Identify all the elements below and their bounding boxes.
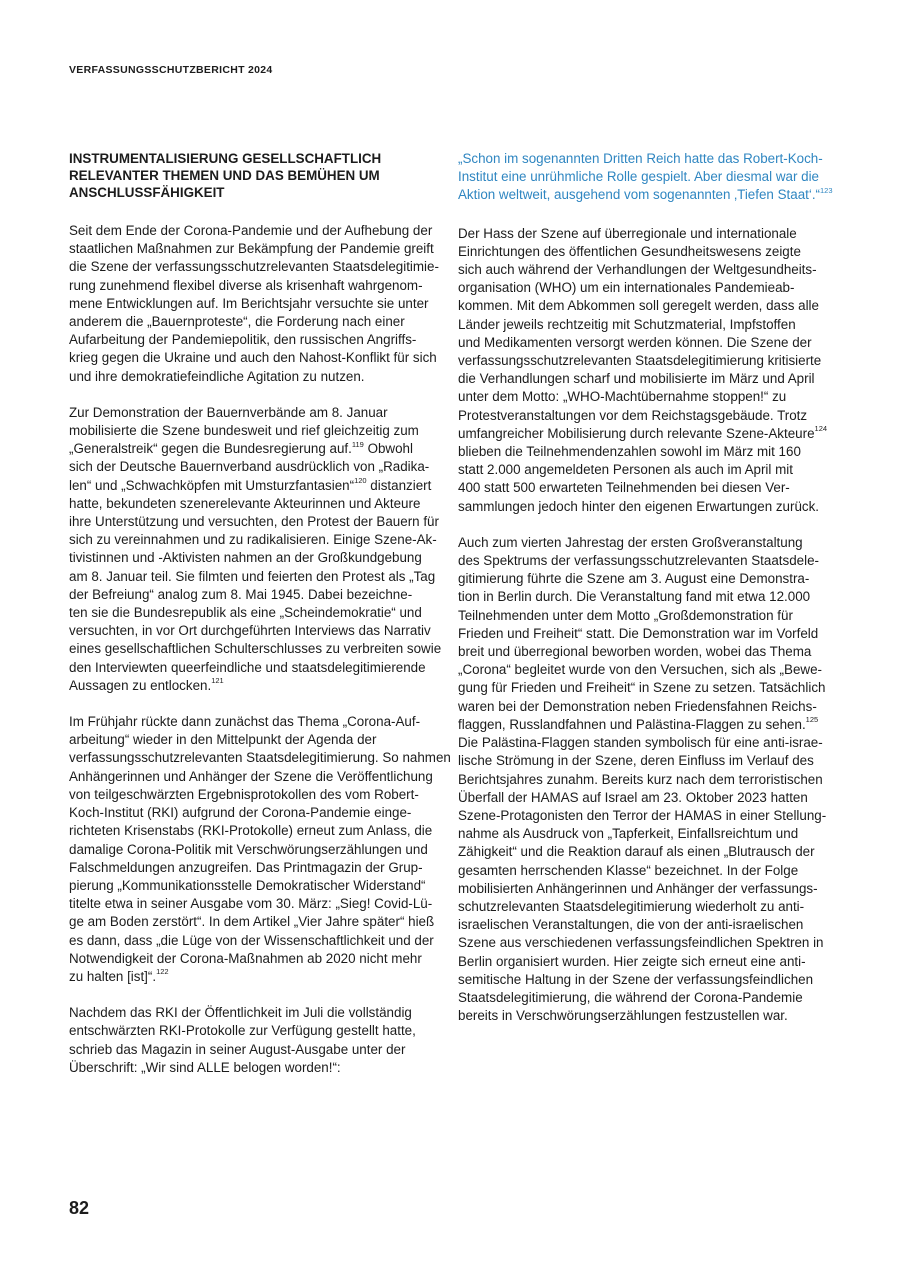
footnote-ref[interactable]: 123 [820, 185, 833, 195]
text-line: Nachdem das RKI der Öffentlichkeit im Juli die vollständig [69, 1005, 412, 1021]
text-line: den Interviewten queerfeindliche und staatsdelegitimierende [69, 659, 426, 675]
text-line: waren bei der Demonstration neben Friedensfahnen Reichs- [458, 698, 817, 714]
text-line: Frieden und Freiheit“ statt. Die Demonstration war im Vorfeld [458, 625, 819, 641]
text-line: lische Strömung in der Szene, deren Einfluss im Verlauf des [458, 753, 814, 769]
text-line: Koch-Institut (RKI) aufgrund der Corona-Pandemie einge- [69, 805, 412, 821]
text-line: gung für Frieden und Freiheit“ in Szene zu setzen. Tatsächlich [458, 680, 826, 696]
text-line: nahme als Ausdruck von „Tapferkeit, Einfallsreichtum und [458, 826, 799, 842]
text-line: entschwärzten RKI-Protokolle zur Verfügung gestellt hatte, [69, 1023, 416, 1039]
text-line: sammlungen jedoch hinter den eigenen Erwartungen zurück. [458, 498, 820, 514]
footnote-ref[interactable]: 120 [354, 476, 367, 486]
text-line: arbeitung“ wieder in den Mittelpunkt der Agenda der [69, 732, 377, 748]
text-line: die Verhandlungen scharf und mobilisierte im März und April [458, 371, 815, 387]
text-line: Notwendigkeit der Corona-Maßnahmen ab 2020 nicht mehr [69, 950, 422, 966]
text-line: mobilisierten Anhängerinnen und Anhänger der verfassungs- [458, 880, 818, 896]
text-line: Szene-Protagonisten den Terror der HAMAS in einer Stellung- [458, 807, 827, 823]
page-number: 82 [69, 1198, 90, 1218]
text-line: Zur Demonstration der Bauernverbände am 8. Januar [69, 404, 388, 420]
text-line [69, 677, 439, 695]
text-line: 400 statt 500 erwarteten Teilnehmenden bei diesen Ver- [458, 480, 790, 496]
text-line: israelischen Veranstaltungen, die von der anti-israelischen [458, 917, 804, 933]
text-line: sich der Deutsche Bauernverband ausdrücklich von „Radika- [69, 459, 430, 475]
text-line: statt 2.000 angemeldeten Personen als auch im April mit [458, 462, 793, 478]
text-line: und Medikamenten versorgt werden können. Die Szene der [458, 334, 812, 350]
text-line: schutzrelevanten Staatsdelegitimierung wiederholt zu anti- [458, 898, 805, 914]
text-line: Staatsdelegitimierung, die während der Corona-Pandemie [458, 989, 803, 1005]
text-line: Berlin organisiert wurden. Hier zeigte sich erneut eine anti- [458, 953, 806, 969]
line-text: Aktion weltweit, ausgehend vom sogenannten ‚Tiefen Staat‘.“ [458, 187, 821, 203]
text-line: ihre Unterstützung und versuchten, den Protest der Bauern für [69, 514, 439, 530]
text-line: titelte etwa in seiner Ausgabe vom 30. März: „Sieg! Covid-Lü- [69, 896, 433, 912]
text-line: Auch zum vierten Jahrestag der ersten Großveranstaltung [458, 534, 803, 550]
footnote-ref[interactable]: 124 [814, 424, 828, 434]
section-title [69, 150, 439, 201]
line-text: umfangreicher Mobilisierung durch relevante Szene-Akteure [458, 425, 815, 441]
text-line: Der Hass der Szene auf überregionale und internationale [458, 225, 797, 241]
footnote-ref[interactable]: 122 [156, 967, 169, 977]
text-line: Berichtsjahres zunahm. Bereits kurz nach dem terroristischen [458, 771, 823, 787]
right-column [458, 150, 833, 1043]
text-line: gesamten herrschenden Klasse“ bezeichnet. In der Folge [458, 862, 799, 878]
text-line: gitimierung führte die Szene am 3. August eine Demonstra- [458, 571, 810, 587]
footnote-ref[interactable]: 125 [805, 715, 819, 725]
text-line: sich zu vereinnahmen und zu radikalisieren. Einige Szene-Ak- [69, 532, 437, 548]
line-text: distanziert [366, 477, 432, 493]
text-line: tion in Berlin durch. Die Veranstaltung fand mit etwa 12.000 [458, 589, 811, 605]
footnote-ref[interactable]: 121 [211, 676, 224, 686]
paragraph-corona-aufarbeitung [69, 713, 451, 986]
text-line: semitische Haltung in der Szene der verfassungsfeindlichen [458, 971, 814, 987]
text-line: mobilisierte die Szene bundesweit und rief gleichzeitig zum [69, 423, 419, 439]
text-line: verfassungsschutzrelevanten Staatsdelegitimierung. So nahmen [69, 750, 451, 766]
text-line: Seit dem Ende der Corona-Pandemie und der Aufhebung der [69, 223, 433, 238]
line-text: flaggen, Russlandfahnen und Palästina-Flaggen zu sehen. [458, 716, 806, 732]
running-header: VERFASSUNGSSCHUTZBERICHT 2024 [69, 64, 273, 76]
text-line: blieben die Teilnehmendenzahlen sowohl im März mit 160 [458, 444, 801, 460]
text-line: des Spektrums der verfassungsschutzrelevanten Staatsdele- [458, 553, 819, 569]
text-line: ge am Boden zerstört“. In dem Artikel „Vier Jahre später“ hieß [69, 914, 435, 930]
text-line: Aufarbeitung der Pandemiepolitik, den russischen Angriffs- [69, 332, 417, 348]
quote-line [458, 186, 833, 204]
text-line: tivistinnen und -Aktivisten nahmen an der Großkundgebung [69, 550, 422, 566]
line-text: Obwohl [363, 441, 413, 457]
section-title-line: RELEVANTER THEMEN UND DAS BEMÜHEN UM [69, 168, 380, 183]
text-line: Falschmeldungen anzugreifen. Das Printmagazin der Grup- [69, 859, 423, 875]
text-line: sich auch während der Verhandlungen der Weltgesundheits- [458, 262, 817, 278]
line-text: Aussagen zu entlocken. [69, 677, 212, 693]
text-line: unter dem Motto: „WHO-Machtübernahme stoppen!“ zu [458, 389, 787, 405]
line-text: „Generalstreik“ gegen die Bundesregierung auf. [69, 441, 352, 457]
left-column [69, 150, 451, 1095]
text-line: Überschrift: „Wir sind ALLE belogen worden!“: [69, 1059, 341, 1075]
paragraph-rki-protokolle [69, 1004, 439, 1077]
footnote-ref[interactable]: 119 [351, 439, 364, 449]
text-line: Die Palästina-Flaggen standen symbolisch für eine anti-israe- [458, 735, 823, 751]
text-line: staatlichen Maßnahmen zur Bekämpfung der Pandemie greift [69, 241, 434, 257]
text-line: Im Frühjahr rückte dann zunächst das Thema „Corona-Auf- [69, 714, 421, 730]
section-title-line: INSTRUMENTALISIERUNG GESELLSCHAFTLICH [69, 151, 382, 166]
text-line: Protestveranstaltungen vor dem Reichstagsgebäude. Trotz [458, 407, 808, 423]
text-line: ten sie die Bundesrepublik als eine „Scheindemokratie“ und [69, 605, 422, 621]
text-line: hatte, bekundeten szenerelevante Akteurinnen und Akteure [69, 495, 421, 511]
text-line: bereits in Verschwörungserzählungen festzustellen war. [458, 1008, 788, 1024]
text-line: anderem die „Bauernproteste“, die Forderung nach einer [69, 314, 405, 330]
text-line: damalige Corona-Politik mit Verschwörungserzählungen und [69, 841, 428, 857]
text-line: von teilgeschwärzten Ergebnisprotokollen des vom Robert- [69, 786, 419, 802]
text-line: schrieb das Magazin in seiner August-Ausgabe unter der [69, 1041, 406, 1057]
text-line: die Szene der verfassungsschutzrelevanten Staatsdelegitimie- [69, 259, 439, 275]
section-title-line: ANSCHLUSSFÄHIGKEIT [69, 185, 225, 200]
text-line: am 8. Januar teil. Sie filmten und feierten den Protest als „Tag [69, 568, 436, 584]
text-line: der Befreiung“ analog zum 8. Mai 1945. Dabei bezeichne- [69, 586, 413, 602]
quote-line: Institut eine unrühmliche Rolle gespielt. Aber diesmal war die [458, 169, 819, 185]
text-line: mene Entwicklungen auf. Im Berichtsjahr versuchte sie unter [69, 295, 429, 311]
text-line: Zähigkeit“ und die Reaktion darauf als einen „Blutrausch der [458, 844, 815, 860]
line-text: len“ und „Schwachköpfen mit Umsturzfantasien“ [69, 477, 355, 493]
text-line: Überfall der HAMAS auf Israel am 23. Oktober 2023 hatten [458, 789, 808, 805]
text-line: eines gesellschaftlichen Schulterschlusses zu verbreiten sowie [69, 641, 442, 657]
text-line: und ihre demokratiefeindliche Agitation zu nutzen. [69, 368, 365, 384]
text-line: verfassungsschutzrelevanten Staatsdelegitimierung kritisierte [458, 353, 822, 369]
text-line: Teilnehmenden unter dem Motto „Großdemonstration für [458, 607, 793, 623]
text-line: Anhängerinnen und Anhänger der Szene die Veröffentlichung [69, 768, 433, 784]
text-line: Länder jeweils rechtzeitig mit Schutzmaterial, Impfstoffen [458, 316, 796, 332]
text-line: Szene aus verschiedenen verfassungsfeindlichen Spektren in [458, 935, 824, 951]
block-quote [458, 150, 833, 205]
line-text: zu halten [ist]“. [69, 968, 157, 984]
text-line: kommen. Mit dem Abkommen soll geregelt werden, dass alle [458, 298, 819, 314]
text-line: organisation (WHO) um ein internationales Pandemieab- [458, 280, 795, 296]
text-line [458, 425, 833, 443]
text-line: richteten Krisenstabs (RKI-Protokolle) erneut zum Anlass, die [69, 823, 433, 839]
text-line: pierung „Kommunikationsstelle Demokratischer Widerstand“ [69, 877, 426, 893]
text-line [69, 968, 439, 986]
paragraph-who [458, 225, 833, 516]
text-line: breit und überregional beworben worden, wobei das Thema [458, 644, 812, 660]
text-line: versuchten, in vor Ort durchgeführten Interviews das Narrativ [69, 623, 431, 639]
text-line [458, 716, 833, 734]
text-line [69, 477, 439, 495]
text-line: rung zunehmend flexibel diverse als krisenhaft wahrgenom- [69, 277, 423, 293]
paragraph-intro [69, 222, 439, 386]
text-line: Einrichtungen des öffentlichen Gesundheitswesens zeigte [458, 243, 801, 259]
paragraph-jahrestag [458, 534, 833, 1025]
text-line: es dann, dass „die Lüge von der Wissenschaftlichkeit und der [69, 932, 434, 948]
quote-line: „Schon im sogenannten Dritten Reich hatte das Robert-Koch- [458, 151, 823, 166]
paragraph-bauernproteste [69, 404, 442, 695]
text-line: „Corona“ begleitet wurde von den Versuchen, sich als „Bewe- [458, 662, 822, 678]
text-line: krieg gegen die Ukraine und auch den Nahost-Konflikt für sich [69, 350, 437, 366]
text-line [69, 440, 439, 458]
